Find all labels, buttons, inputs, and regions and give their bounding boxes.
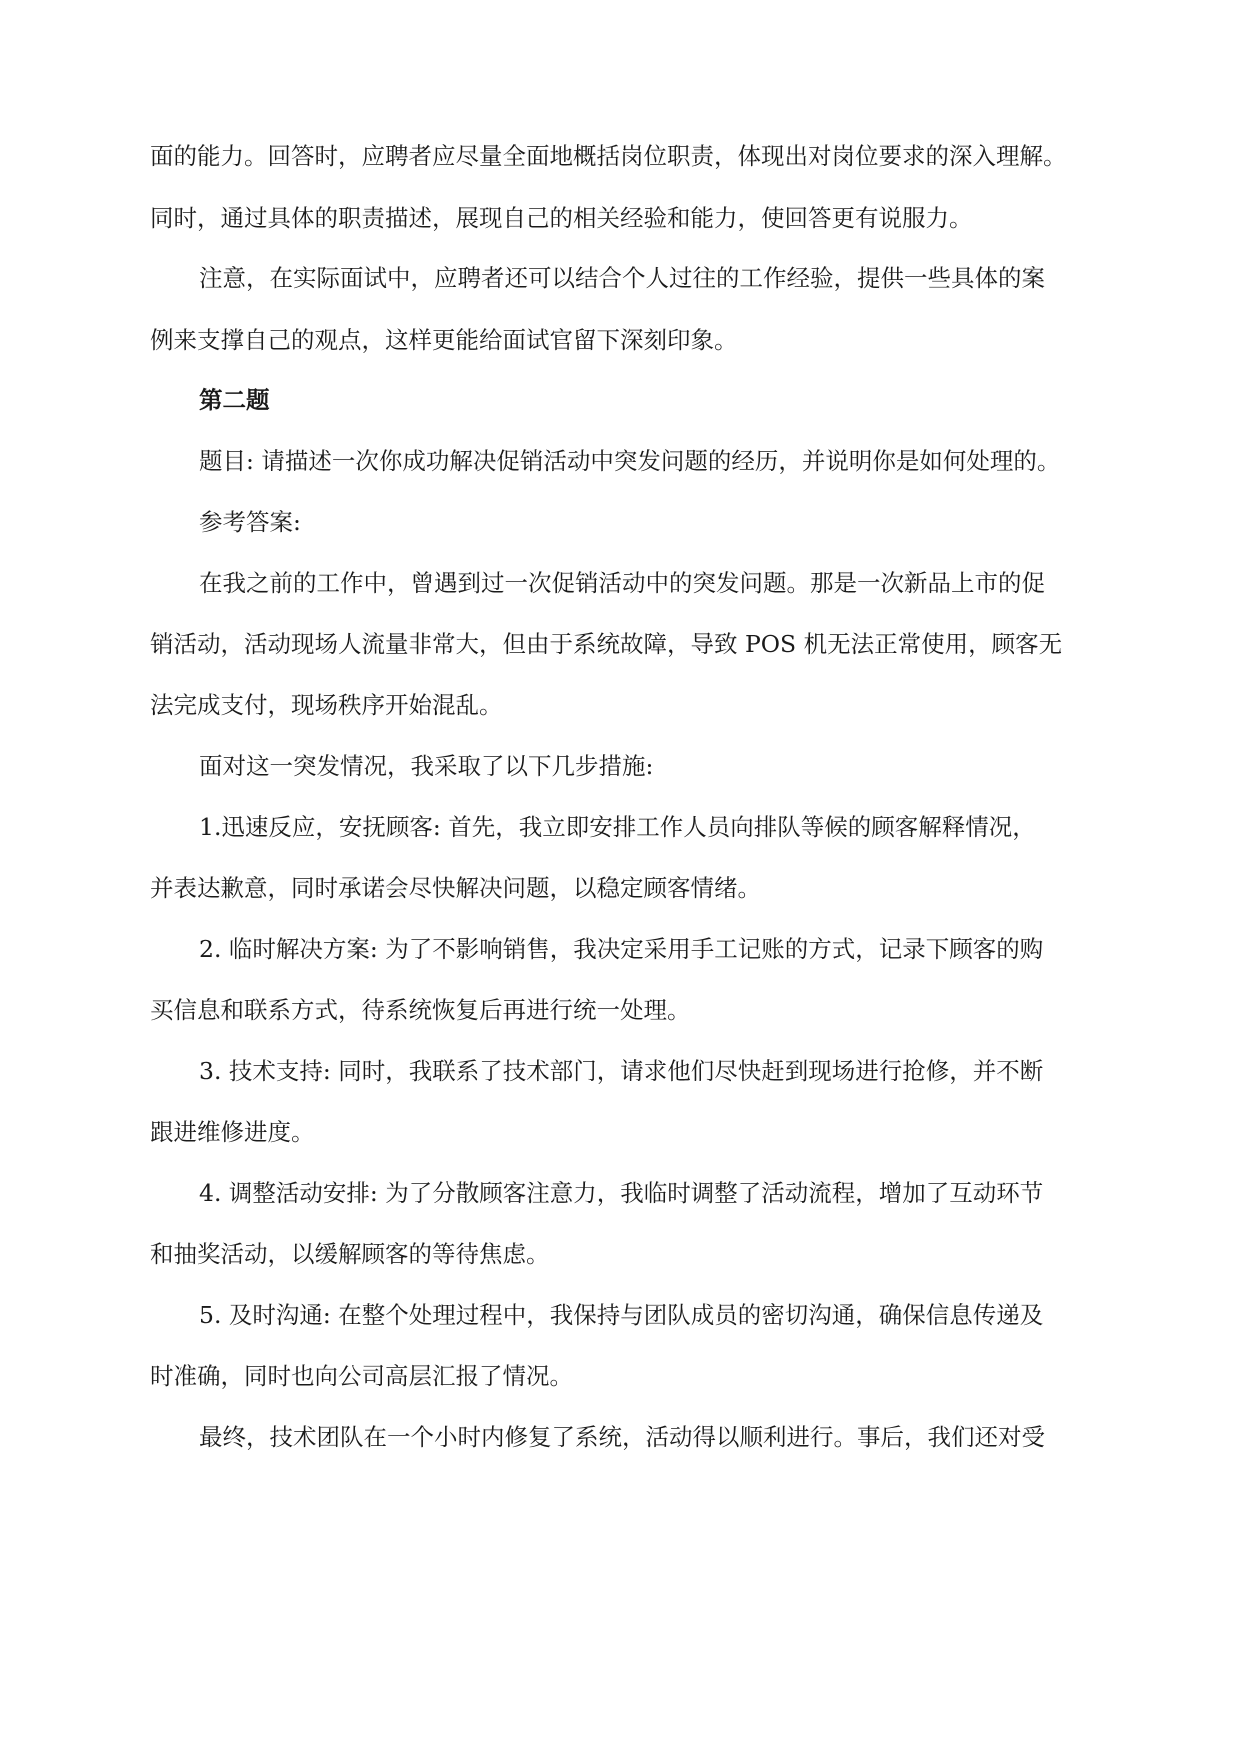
list-item-line: 和抽奖活动，以缓解顾客的等待焦虑。	[150, 1240, 550, 1268]
paragraph-line: 面对这一突发情况，我采取了以下几步措施:	[199, 752, 654, 780]
list-item-line: 并表达歉意，同时承诺会尽快解决问题，以稳定顾客情绪。	[150, 874, 761, 902]
paragraph-line: 销活动，活动现场人流量非常大，但由于系统故障，导致 POS 机无法正常使用，顾客无	[150, 630, 1063, 658]
list-item-line: 1.迅速反应，安抚顾客: 首先，我立即安排工作人员向排队等候的顾客解释情况，	[199, 813, 1036, 841]
answer-label: 参考答案:	[199, 508, 301, 536]
list-item-line: 买信息和联系方式，待系统恢复后再进行统一处理。	[150, 996, 691, 1024]
list-item-line: 4. 调整活动安排: 为了分散顾客注意力，我临时调整了活动流程，增加了互动环节	[199, 1179, 1044, 1207]
paragraph-line: 面的能力。回答时，应聘者应尽量全面地概括岗位职责，体现出对岗位要求的深入理解。	[150, 142, 1067, 170]
paragraph-line: 注意，在实际面试中，应聘者还可以结合个人过往的工作经验，提供一些具体的案	[199, 264, 1045, 292]
list-item-line: 3. 技术支持: 同时，我联系了技术部门，请求他们尽快赶到现场进行抢修，并不断	[199, 1057, 1044, 1085]
paragraph-line: 法完成支付，现场秩序开始混乱。	[150, 691, 503, 719]
list-item-line: 2. 临时解决方案: 为了不影响销售，我决定采用手工记账的方式，记录下顾客的购	[199, 935, 1044, 963]
paragraph-line: 在我之前的工作中，曾遇到过一次促销活动中的突发问题。那是一次新品上市的促	[199, 569, 1045, 597]
list-item-line: 5. 及时沟通: 在整个处理过程中，我保持与团队成员的密切沟通，确保信息传递及	[199, 1301, 1044, 1329]
list-item-line: 跟进维修进度。	[150, 1118, 315, 1146]
section-heading: 第二题	[199, 386, 270, 414]
question-line: 题目: 请描述一次你成功解决促销活动中突发问题的经历，并说明你是如何处理的。	[199, 447, 1061, 475]
paragraph-line: 同时，通过具体的职责描述，展现自己的相关经验和能力，使回答更有说服力。	[150, 204, 973, 232]
paragraph-line: 例来支撑自己的观点，这样更能给面试官留下深刻印象。	[150, 326, 738, 354]
list-item-line: 时准确，同时也向公司高层汇报了情况。	[150, 1362, 573, 1390]
paragraph-line: 最终，技术团队在一个小时内修复了系统，活动得以顺利进行。事后，我们还对受	[199, 1423, 1045, 1451]
